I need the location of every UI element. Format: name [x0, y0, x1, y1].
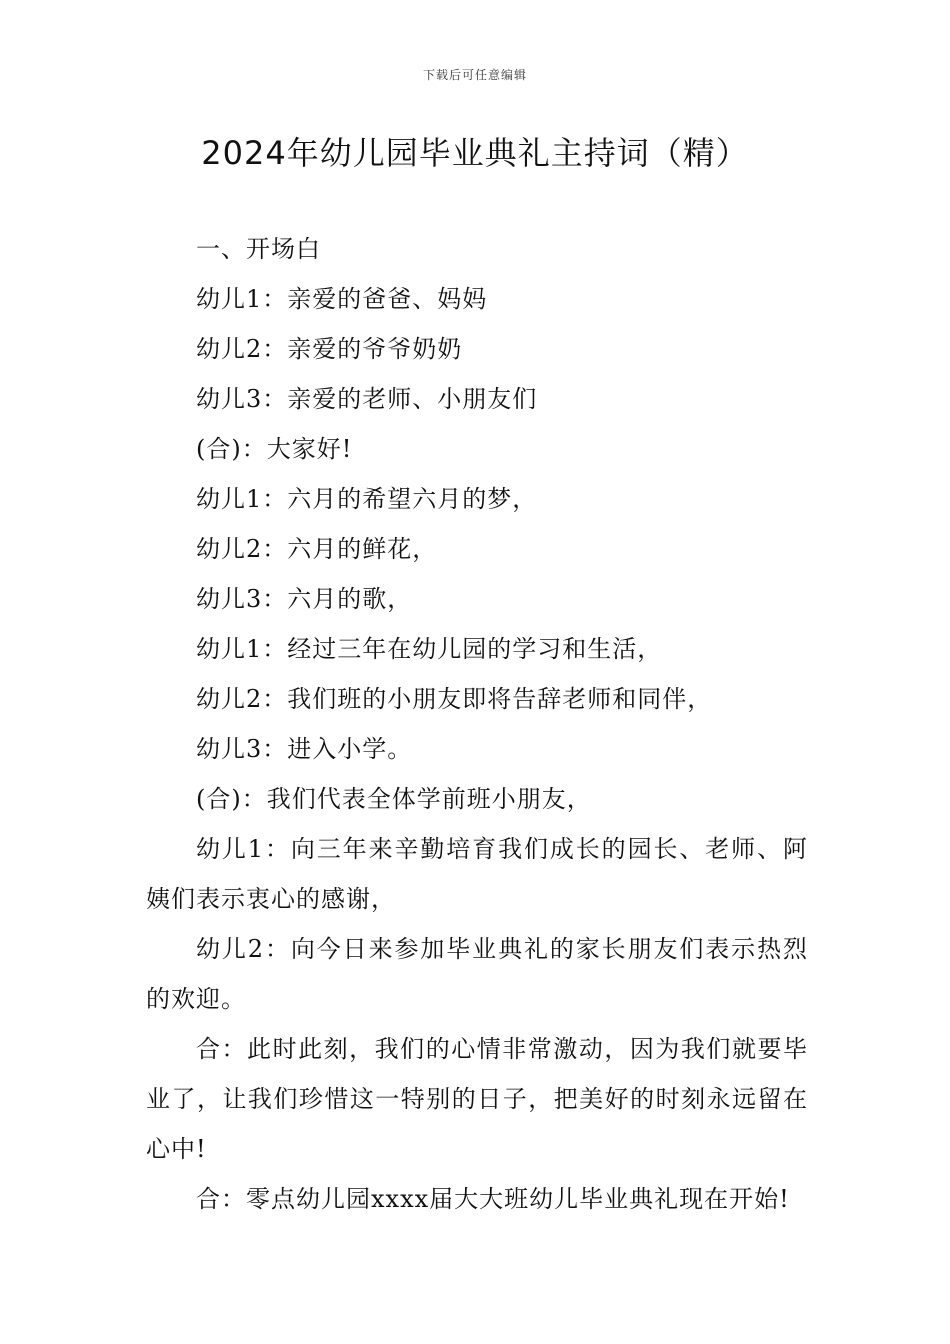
paragraph: (合)：大家好!	[196, 435, 353, 463]
paragraph: 幼儿2：六月的鲜花，	[196, 535, 438, 563]
paragraph: (合)：我们代表全体学前班小朋友，	[196, 785, 592, 813]
paragraph: 合：零点幼儿园xxxx届大大班幼儿毕业典礼现在开始!	[196, 1185, 790, 1213]
header-note: 下载后可任意编辑	[422, 68, 527, 82]
paragraph: 幼儿2：向今日来参加毕业典礼的家长朋友们表示热烈的欢迎。	[146, 935, 808, 1013]
paragraph: 幼儿1：亲爱的爸爸、妈妈	[196, 285, 488, 313]
paragraph: 幼儿3：进入小学。	[196, 735, 413, 763]
paragraph: 幼儿3：六月的歌，	[196, 585, 413, 613]
paragraph: 合：此时此刻，我们的心情非常激动，因为我们就要毕业了，让我们珍惜这一特别的日子，把美好的时刻永远留在心中!	[146, 1035, 808, 1163]
paragraph: 幼儿1：经过三年在幼儿园的学习和生活，	[196, 635, 663, 663]
paragraph-section-heading: 一、开场白	[196, 235, 321, 263]
paragraph: 幼儿1：向三年来辛勤培育我们成长的园长、老师、阿姨们表示衷心的感谢，	[146, 835, 808, 913]
paragraph: 幼儿2：我们班的小朋友即将告辞老师和同伴，	[196, 685, 713, 713]
document-body	[146, 224, 808, 1224]
paragraph: 幼儿3：亲爱的老师、小朋友们	[196, 385, 538, 413]
paragraph: 幼儿1：六月的希望六月的梦，	[196, 485, 538, 513]
paragraph: 幼儿2：亲爱的爷爷奶奶	[196, 335, 463, 363]
page-title: 2024年幼儿园毕业典礼主持词（精）	[201, 134, 749, 172]
